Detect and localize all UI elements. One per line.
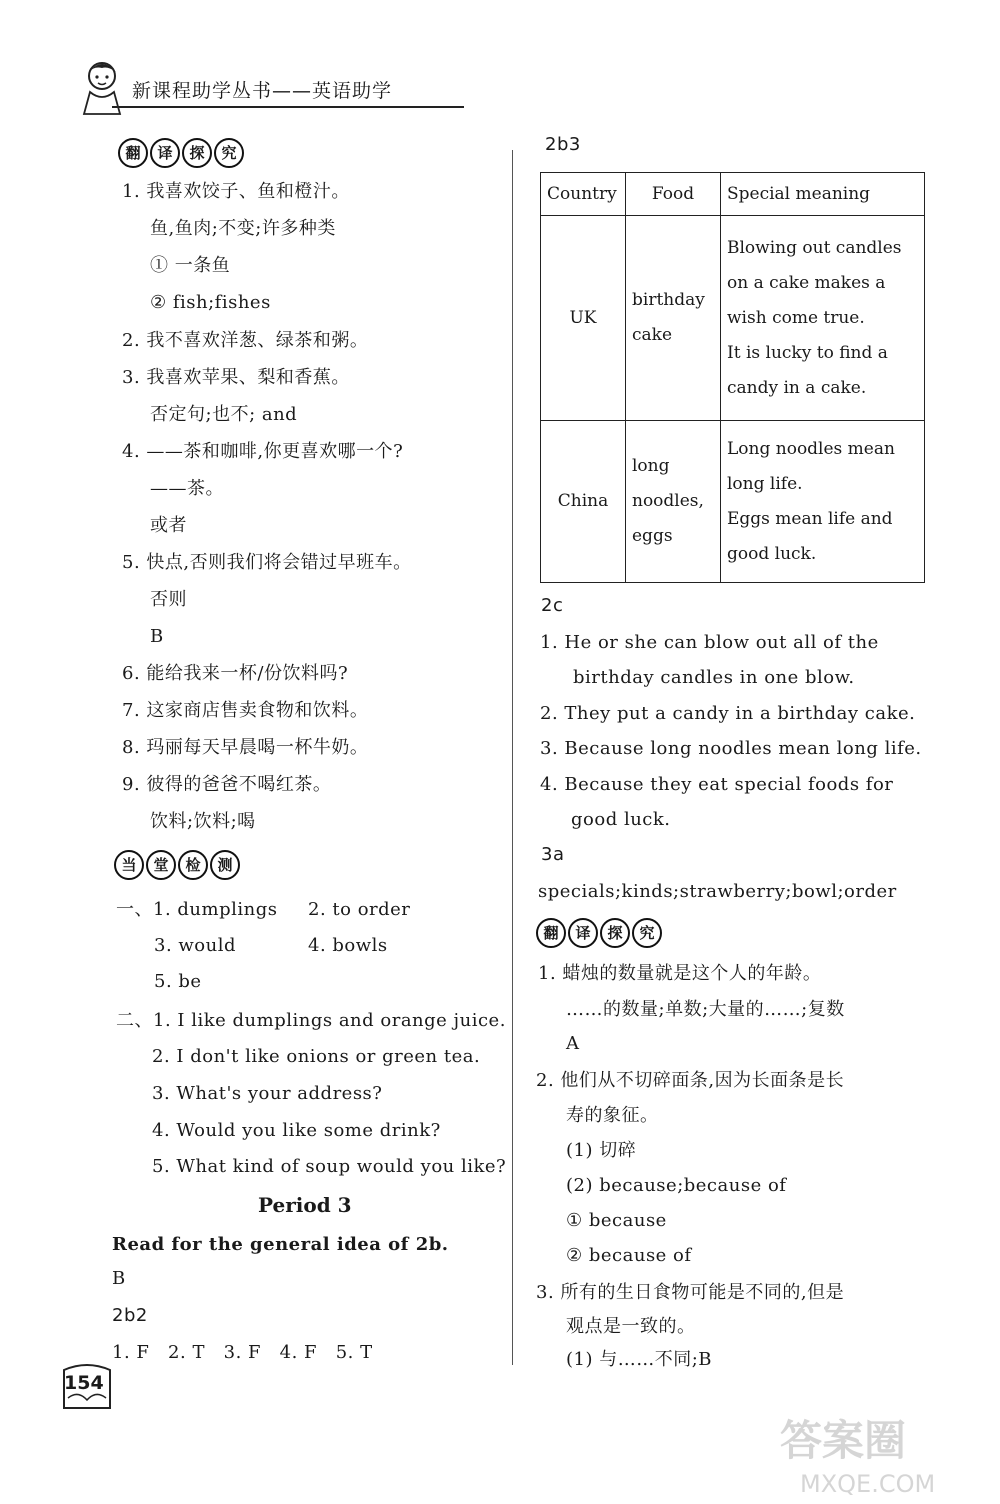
column-divider bbox=[512, 150, 513, 1365]
answer-line: 9. 彼得的爸爸不喝红茶。 bbox=[122, 774, 332, 795]
answer-line: 2. I don't like onions or green tea. bbox=[152, 1046, 481, 1067]
food-line: eggs bbox=[632, 526, 673, 546]
badge-char: 译 bbox=[568, 918, 598, 948]
table-cell-meaning bbox=[721, 421, 925, 583]
answer-line: 1. 我喜欢饺子、鱼和橙汁。 bbox=[122, 181, 350, 202]
food-line: birthday bbox=[632, 290, 705, 310]
table-header: Special meaning bbox=[721, 173, 925, 216]
answer-line: ② fish;fishes bbox=[150, 292, 271, 313]
answer-line: 6. 能给我来一杯/份饮料吗? bbox=[122, 663, 349, 684]
answer-line: 4. Would you like some drink? bbox=[152, 1120, 441, 1141]
badge-char: 翻 bbox=[118, 138, 148, 168]
answer-line: 4. bowls bbox=[308, 935, 388, 956]
svg-text:MXQE.COM: MXQE.COM bbox=[800, 1470, 936, 1498]
answer-line: good luck. bbox=[571, 809, 671, 830]
answer-line: 3. 所有的生日食物可能是不同的,但是 bbox=[536, 1282, 845, 1303]
badge-char: 探 bbox=[182, 138, 212, 168]
table-cell-food bbox=[626, 216, 721, 421]
meaning-line: good luck. bbox=[727, 543, 817, 564]
meaning-line: long life. bbox=[727, 473, 803, 494]
section-badge-classroom-check bbox=[114, 850, 240, 880]
answers-2b2: 1. F 2. T 3. F 4. F 5. T bbox=[112, 1342, 373, 1363]
table-header-row bbox=[541, 173, 925, 216]
badge-char: 堂 bbox=[146, 850, 176, 880]
table-cell-country: China bbox=[541, 421, 626, 583]
answer-line: B bbox=[150, 626, 164, 647]
answer-line: ① because bbox=[566, 1210, 667, 1231]
table-header: Country bbox=[541, 173, 626, 216]
badge-char: 检 bbox=[178, 850, 208, 880]
period-heading: Period 3 bbox=[258, 1193, 352, 1217]
answer-line: 3. 我喜欢苹果、梨和香蕉。 bbox=[122, 367, 350, 388]
answer-line: 4. Because they eat special foods for bbox=[540, 774, 894, 795]
food-line: noodles, bbox=[632, 491, 704, 511]
answer-line: 一、1. dumplings bbox=[116, 899, 278, 920]
foods-meaning-table bbox=[540, 172, 925, 583]
answer-line: A bbox=[566, 1033, 580, 1054]
header-divider bbox=[112, 106, 464, 108]
table-header: Food bbox=[626, 173, 721, 216]
badge-char: 翻 bbox=[536, 918, 566, 948]
badge-char: 究 bbox=[214, 138, 244, 168]
page-number: 154 bbox=[64, 1372, 104, 1394]
answer-line: ……的数量;单数;大量的……;复数 bbox=[566, 999, 845, 1020]
answer-line: 观点是一致的。 bbox=[566, 1316, 696, 1337]
answer-line: 4. ——茶和咖啡,你更喜欢哪一个? bbox=[122, 441, 404, 462]
food-line: long bbox=[632, 456, 670, 476]
table-cell-country: UK bbox=[541, 216, 626, 421]
answer-line: 3. Because long noodles mean long life. bbox=[540, 738, 922, 759]
table-cell-food bbox=[626, 421, 721, 583]
label-3a: 3a bbox=[541, 844, 565, 865]
answer-line: 1. 蜡烛的数量就是这个人的年龄。 bbox=[538, 963, 822, 984]
badge-char: 探 bbox=[600, 918, 630, 948]
meaning-line: Eggs mean life and bbox=[727, 508, 893, 529]
table-cell-meaning bbox=[721, 216, 925, 421]
book-series-title: 新课程助学丛书——英语助学 bbox=[132, 80, 393, 102]
answer-line: 3. What's your address? bbox=[152, 1083, 383, 1104]
answer-line: 5. 快点,否则我们将会错过早班车。 bbox=[122, 552, 412, 573]
label-2b3: 2b3 bbox=[545, 134, 581, 155]
table-row bbox=[541, 216, 925, 421]
answer-line: 2. They put a candy in a birthday cake. bbox=[540, 703, 916, 724]
watermark-logo-icon bbox=[770, 1400, 970, 1500]
answer-line: (2) because;because of bbox=[566, 1175, 787, 1196]
meaning-line: Blowing out candles bbox=[727, 237, 902, 258]
answer-line: 饮料;饮料;喝 bbox=[150, 811, 256, 832]
answer-line: 否定句;也不; and bbox=[150, 404, 298, 425]
answer-line: 或者 bbox=[150, 515, 187, 536]
answer-line: 3. would bbox=[154, 935, 237, 956]
answer-line: 鱼,鱼肉;不变;许多种类 bbox=[150, 218, 336, 239]
read-heading: Read for the general idea of 2b. bbox=[112, 1234, 449, 1255]
answer-line: ——茶。 bbox=[150, 478, 224, 499]
label-2c: 2c bbox=[541, 595, 564, 616]
svg-text:答案圈: 答案圈 bbox=[780, 1416, 907, 1465]
answer-line: (1) 切碎 bbox=[566, 1140, 637, 1161]
answer-line: (1) 与……不同;B bbox=[566, 1349, 713, 1370]
badge-char: 当 bbox=[114, 850, 144, 880]
meaning-line: It is lucky to find a bbox=[727, 342, 888, 363]
mascot-girl-icon bbox=[76, 58, 132, 118]
answer-line: 否则 bbox=[150, 589, 187, 610]
meaning-line: wish come true. bbox=[727, 307, 865, 328]
badge-char: 测 bbox=[210, 850, 240, 880]
answer-line: 2. 他们从不切碎面条,因为长面条是长 bbox=[536, 1070, 845, 1091]
read-answer: B bbox=[112, 1268, 126, 1289]
table-row bbox=[541, 421, 925, 583]
answer-line: 寿的象征。 bbox=[566, 1105, 659, 1126]
answer-line: 2. 我不喜欢洋葱、绿茶和粥。 bbox=[122, 330, 369, 351]
answer-line: 7. 这家商店售卖食物和饮料。 bbox=[122, 700, 369, 721]
answer-line: 5. What kind of soup would you like? bbox=[152, 1156, 507, 1177]
answer-line: 2. to order bbox=[308, 899, 411, 920]
meaning-line: on a cake makes a bbox=[727, 272, 886, 293]
badge-char: 译 bbox=[150, 138, 180, 168]
badge-char: 究 bbox=[632, 918, 662, 948]
meaning-line: Long noodles mean bbox=[727, 438, 895, 459]
answer-line: 8. 玛丽每天早晨喝一杯牛奶。 bbox=[122, 737, 369, 758]
answer-line: 二、1. I like dumplings and orange juice. bbox=[116, 1010, 506, 1031]
section-badge-translation-2 bbox=[536, 918, 662, 948]
answer-line: 5. be bbox=[154, 971, 202, 992]
answer-line: ① 一条鱼 bbox=[150, 255, 231, 276]
food-line: cake bbox=[632, 325, 673, 345]
label-2b2: 2b2 bbox=[112, 1305, 148, 1326]
meaning-line: candy in a cake. bbox=[727, 377, 867, 398]
answer-line: birthday candles in one blow. bbox=[573, 667, 855, 688]
answer-line: ② because of bbox=[566, 1245, 692, 1266]
answer-line: 1. He or she can blow out all of the bbox=[540, 632, 879, 653]
answer-3a: specials;kinds;strawberry;bowl;order bbox=[538, 881, 897, 902]
section-badge-translation bbox=[118, 138, 244, 168]
